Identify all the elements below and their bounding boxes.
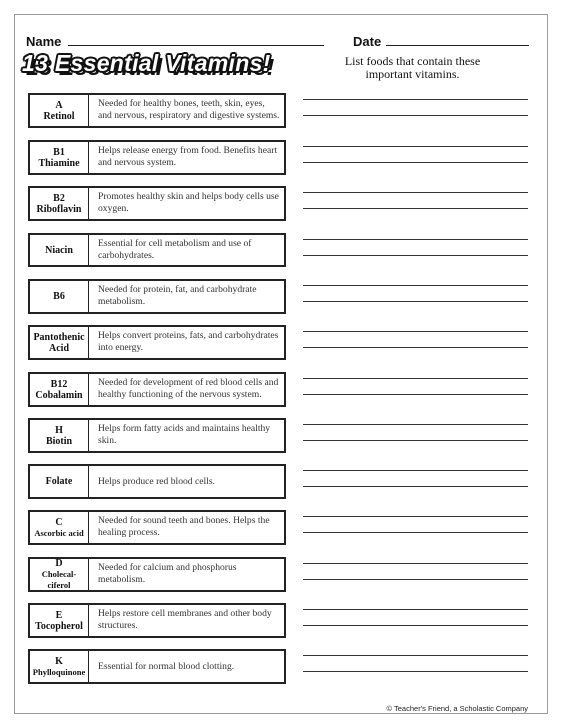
answer-line[interactable]: [303, 440, 528, 441]
vitamin-letter: D: [55, 558, 63, 569]
answer-line[interactable]: [303, 146, 528, 147]
vitamin-row: [28, 186, 286, 221]
vitamin-description: Needed for sound teeth and bones. Helps the healing process.: [98, 515, 270, 538]
vitamin-row: [28, 464, 286, 499]
name-line[interactable]: [68, 45, 324, 46]
vitamin-letter: A: [55, 99, 63, 111]
vitamin-letter: B1: [53, 146, 65, 158]
answer-line[interactable]: [303, 655, 528, 656]
date-label: Date: [353, 34, 382, 49]
answer-line[interactable]: [303, 239, 528, 240]
vitamin-row: [28, 418, 286, 453]
vitamin-description: Essential for cell metabolism and use of carbohydrates.: [98, 238, 252, 261]
vitamin-letter: C: [55, 516, 63, 528]
vitamin-chemical-name: B6: [53, 291, 65, 302]
answer-line[interactable]: [303, 301, 528, 302]
vitamin-letter: E: [55, 609, 63, 621]
vitamin-chemical-name: Folate: [45, 476, 73, 487]
vitamin-description: Helps produce red blood cells.: [98, 475, 215, 487]
answer-line[interactable]: [303, 625, 528, 626]
answer-line[interactable]: [303, 671, 528, 672]
vitamin-chemical-name: Ascorbic acid: [34, 527, 84, 538]
vitamin-name-cell: [30, 142, 89, 173]
answer-line[interactable]: [303, 516, 528, 517]
vitamin-description: Needed for calcium and phosphorus metabolism.: [98, 562, 237, 585]
answer-line[interactable]: [303, 394, 528, 395]
vitamin-row: [28, 140, 286, 175]
vitamin-chemical-name: Acid: [49, 342, 69, 354]
vitamin-chemical-name: Thiamine: [38, 157, 80, 169]
date-line[interactable]: [386, 45, 529, 46]
vitamin-letter: K: [55, 655, 63, 667]
vitamin-name-cell: [30, 559, 89, 590]
vitamin-row: [28, 510, 286, 545]
vitamin-row: [28, 603, 286, 638]
page-title: 13 Essential Vitamins!: [22, 50, 271, 76]
vitamin-chemical-name: Riboflavin: [36, 203, 82, 215]
vitamin-name-cell: [30, 605, 89, 636]
instructions: List foods that contain these important vitamins.: [344, 54, 481, 81]
vitamin-description: Needed for healthy bones, teeth, skin, eyes, and nervous, respiratory and digestive systems.: [98, 98, 280, 121]
answer-line[interactable]: [303, 162, 528, 163]
answer-line[interactable]: [303, 347, 528, 348]
vitamin-description: Helps form fatty acids and maintains healthy skin.: [98, 423, 271, 446]
vitamin-description: Essential for normal blood clotting.: [98, 660, 235, 672]
vitamin-row: [28, 325, 286, 360]
answer-line[interactable]: [303, 99, 528, 100]
vitamin-chemical-name: Cholecal-ciferol: [41, 569, 77, 590]
vitamin-description: Helps convert proteins, fats, and carbohydrates into energy.: [98, 330, 279, 353]
vitamin-letter: H: [55, 424, 63, 436]
answer-line[interactable]: [303, 424, 528, 425]
answer-line[interactable]: [303, 378, 528, 379]
vitamin-name-cell: [30, 651, 89, 682]
vitamin-chemical-name: Tocopherol: [35, 620, 83, 632]
vitamin-name-cell: [30, 188, 89, 219]
answer-line[interactable]: [303, 208, 528, 209]
vitamin-row: [28, 93, 286, 128]
answer-line[interactable]: [303, 609, 528, 610]
answer-line[interactable]: [303, 331, 528, 332]
vitamin-chemical-name: Biotin: [45, 435, 73, 447]
vitamin-chemical-name: Phylloquinone: [32, 666, 86, 677]
answer-line[interactable]: [303, 486, 528, 487]
vitamin-row: [28, 233, 286, 267]
vitamin-description: Helps release energy from food. Benefits heart and nervous system.: [98, 145, 278, 168]
vitamin-description: Needed for development of red blood cells and healthy functioning of the nervous system.: [98, 377, 279, 400]
answer-line[interactable]: [303, 563, 528, 564]
vitamin-chemical-name: Retinol: [43, 110, 75, 122]
answer-line[interactable]: [303, 255, 528, 256]
vitamin-row: [28, 557, 286, 592]
vitamin-name-cell: [30, 281, 89, 312]
vitamin-chemical-name: Niacin: [45, 244, 73, 256]
answer-line[interactable]: [303, 532, 528, 533]
vitamin-chemical-name: Cobalamin: [35, 389, 83, 401]
vitamin-name-cell: [30, 512, 89, 543]
vitamin-letter: B12: [50, 378, 68, 390]
answer-line[interactable]: [303, 579, 528, 580]
vitamin-description: Helps restore cell membranes and other body structures.: [98, 608, 272, 631]
answer-line[interactable]: [303, 285, 528, 286]
vitamin-letter: Pantothenic: [33, 331, 85, 343]
copyright-footer: © Teacher's Friend, a Scholastic Company: [386, 704, 528, 713]
vitamin-name-cell: [30, 466, 89, 497]
vitamin-name-cell: [30, 327, 89, 358]
name-label: Name: [26, 34, 62, 49]
vitamin-row: [28, 649, 286, 684]
answer-line[interactable]: [303, 470, 528, 471]
vitamin-description: Needed for protein, fat, and carbohydrate metabolism.: [98, 284, 257, 307]
vitamin-name-cell: [30, 420, 89, 451]
answer-line[interactable]: [303, 192, 528, 193]
vitamin-letter: B2: [53, 192, 65, 204]
vitamin-name-cell: [30, 374, 89, 405]
vitamin-name-cell: [30, 235, 89, 265]
vitamin-name-cell: [30, 95, 89, 126]
vitamin-row: [28, 372, 286, 407]
answer-line[interactable]: [303, 115, 528, 116]
vitamin-row: [28, 279, 286, 314]
vitamin-description: Promotes healthy skin and helps body cells use oxygen.: [98, 191, 279, 214]
